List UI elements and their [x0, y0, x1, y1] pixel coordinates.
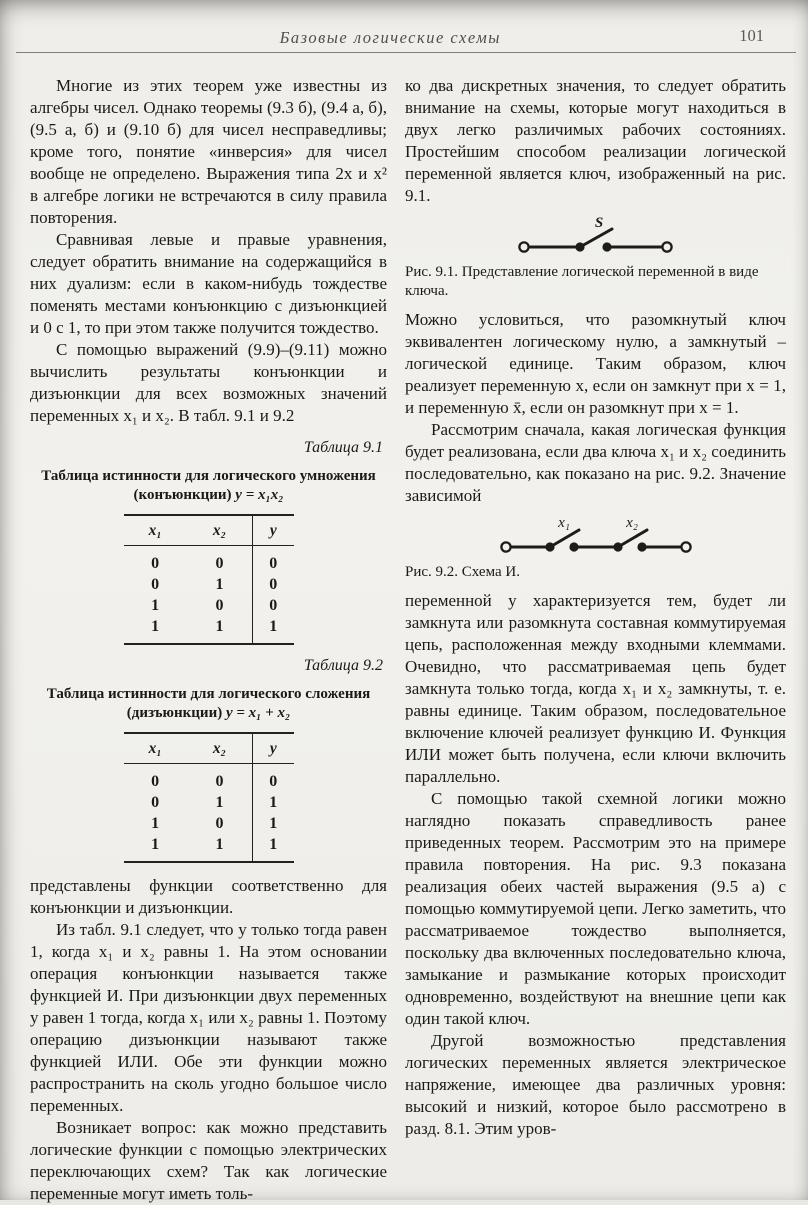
cell: 0: [151, 773, 160, 790]
running-head-title: Базовые логические схемы: [279, 28, 501, 47]
table-9-1-title: Таблица истинности для логического умножения: [41, 468, 376, 484]
cell: 0: [253, 546, 294, 575]
switch-diagram: [516, 217, 676, 259]
cell: 1: [215, 794, 224, 811]
cell: 1: [151, 815, 160, 832]
table-9-1-formula-math: y = x₁x₂: [235, 487, 284, 503]
table-header-row: [124, 733, 294, 764]
paragraph: Возникает вопрос: как можно представить логические функции с помощью электрических переключающих схем? Так как логические переменные могут иметь толь-: [30, 1118, 387, 1203]
table-row: [124, 814, 294, 835]
paragraph: С помощью выражений (9.9)–(9.11) можно вычислить результаты конъюнкции и дизъюнкции для всех возможных значений переменных x₁ и x₂. В табл. 9.1 и 9.2: [30, 340, 387, 425]
paragraph: С помощью такой схемной логики можно наглядно показать справедливость ранее приведенных теорем. Рассмотрим это на примере правила повторения. На рис. 9.3 показана реализация обеих частей выражения (9.5 а) с помощью коммутируемой цепи. Легко заметить, что рассматриваемое тождество выполняется, поскольку два включенных последовательно ключа, замыкание и размыкание которых происходит одновременно, воздействуют на внешние цепи как один такой ключ.: [405, 789, 786, 1028]
contact-dot-icon: [575, 242, 584, 251]
two-column-layout: [30, 53, 786, 1205]
terminal-icon: [519, 242, 528, 251]
cell: 1: [253, 617, 294, 645]
paragraph: Из табл. 9.1 следует, что y только тогда равен 1, когда x₁ и x₂ равны 1. На этом основании операция конъюнкции называется также функцией И. При дизъюнкции двух переменных y равен 1 тогда, когда x₁ или x₂ равны 1. Поэтому операцию дизъюнкции называют также функцией ИЛИ. Обе эти функции можно распространить на сколь угодно большое число переменных.: [30, 920, 387, 1115]
figure-9-2-caption: Рис. 9.2. Схема И.: [405, 564, 520, 580]
paragraph: Сравнивая левые и правые уравнения, следует обратить внимание на содержащийся в них дуализм: если в каком-нибудь тождестве поменять местами конъюнкцию с дизъюнкцией и 0 с 1, то при этом также получится тождество.: [30, 230, 387, 337]
switch-s-label: S: [594, 217, 603, 231]
paragraph: переменной y характеризуется тем, будет ли замкнута или разомкнута составная коммутируемая цепь, расположенная между входными клеммами. Очевидно, что рассматриваемая цепь будет замкнута только тогда, когда x₁ и x₂ замкнуты, т. е. равны единице. Таким образом, последовательное включение ключей реализует функцию И. Функция ИЛИ может быть получена, если ключи включить параллельно.: [405, 591, 786, 786]
cell: 0: [253, 596, 294, 617]
cell: 1: [215, 618, 224, 635]
switch-x1-label: x₁: [557, 517, 570, 531]
terminal-icon: [501, 542, 510, 551]
table-9-1-formula-prefix: (конъюнкции): [133, 487, 232, 503]
contact-dot-icon: [569, 542, 578, 551]
column-header: y: [253, 733, 294, 764]
column-header: x₁: [124, 733, 187, 764]
cell: 0: [215, 815, 224, 832]
page-number: 101: [739, 26, 764, 45]
figure-9-1-caption: Рис. 9.1. Представление логической переменной в виде ключа.: [405, 264, 759, 299]
paragraph: Можно условиться, что разомкнутый ключ эквивалентен логическому нулю, а замкнутый – логической единице. Таким образом, ключ реализует переменную x, если он замкнут при x = 1, и переменную x̄, если он разомкнут при x = 1.: [405, 310, 786, 417]
cell: 0: [253, 575, 294, 596]
cell: 1: [151, 618, 160, 635]
table-9-2-title: Таблица истинности для логического сложения: [46, 686, 371, 702]
contact-dot-icon: [545, 542, 554, 551]
running-head: [30, 26, 786, 50]
right-column: [405, 75, 786, 1205]
column-header: x₂: [187, 515, 253, 546]
figure-9-2: [405, 517, 786, 582]
cell: 0: [253, 764, 294, 793]
table-header-row: [124, 515, 294, 546]
cell: 0: [215, 773, 224, 790]
table-9-2-label: Таблица 9.2: [303, 657, 383, 674]
contact-dot-icon: [637, 542, 646, 551]
figure-9-1: [405, 217, 786, 301]
contact-dot-icon: [602, 242, 611, 251]
paragraph: Многие из этих теорем уже известны из алгебры чисел. Однако теоремы (9.3 б), (9.4 а, б), (9.5 а, б) и (9.10 б) для чисел несправедливы; кроме того, понятие «инверсия» для чисел вообще не определено. Выражения типа 2x и x² в алгебре логики не встречаются в силу правила повторения.: [30, 76, 387, 227]
column-header: y: [253, 515, 294, 546]
cell: 1: [215, 576, 224, 593]
table-9-1-formula: [30, 486, 387, 505]
cell: 0: [151, 794, 160, 811]
table-row: [124, 764, 294, 793]
column-header: x₁: [124, 515, 187, 546]
cell: 0: [215, 597, 224, 614]
truth-table-conjunction: [124, 514, 294, 645]
cell: 0: [215, 555, 224, 572]
cell: 1: [253, 793, 294, 814]
terminal-icon: [681, 542, 690, 551]
cell: 1: [253, 835, 294, 863]
contact-dot-icon: [613, 542, 622, 551]
switch-x2-label: x₂: [625, 517, 638, 531]
cell: 1: [151, 597, 160, 614]
left-column: [30, 75, 387, 1205]
cell: 0: [151, 576, 160, 593]
paragraph: Рассмотрим сначала, какая логическая функция будет реализована, если два ключа x₁ и x₂ соединить последовательно, как показано на рис. 9.2. Значение зависимой: [405, 420, 786, 505]
table-row: [124, 596, 294, 617]
cell: 1: [253, 814, 294, 835]
cell: 1: [151, 836, 160, 853]
table-row: [124, 575, 294, 596]
paragraph: Другой возможностью представления логических переменных является электрическое напряжение, имеющее два различных уровня: высокий и низкий, которое было рассмотрено в разд. 8.1. Этим уров-: [405, 1031, 786, 1138]
truth-table-disjunction: [124, 732, 294, 863]
terminal-icon: [662, 242, 671, 251]
table-row: [124, 793, 294, 814]
paragraph: ко два дискретных значения, то следует обратить внимание на схемы, которые могут находиться в двух легко различимых рабочих состояниях. Простейшим способом реализации логической переменной является ключ, изображенный на рис. 9.1.: [405, 76, 786, 205]
paragraph: представлены функции соответственно для конъюнкции и дизъюнкции.: [30, 876, 387, 917]
table-9-1-label: Таблица 9.1: [303, 439, 383, 456]
table-9-2-formula: [30, 704, 387, 723]
and-circuit-diagram: [498, 517, 694, 559]
table-9-2-formula-prefix: (дизъюнкции): [126, 705, 223, 721]
cell: 1: [215, 836, 224, 853]
table-row: [124, 546, 294, 575]
table-9-2-formula-math: y = x₁ + x₂: [225, 705, 291, 721]
cell: 0: [151, 555, 160, 572]
column-header: x₂: [187, 733, 253, 764]
table-row: [124, 835, 294, 863]
table-row: [124, 617, 294, 645]
